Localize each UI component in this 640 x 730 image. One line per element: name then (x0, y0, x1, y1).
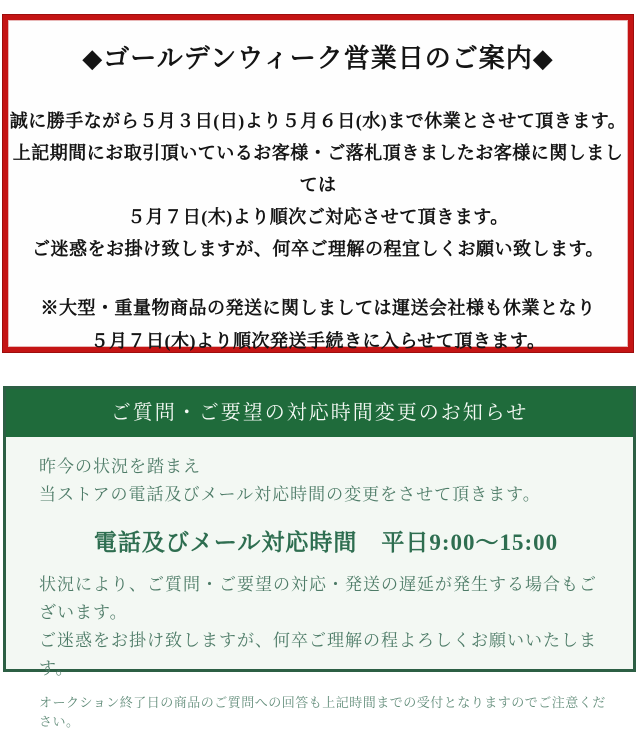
golden-week-body (8, 105, 628, 265)
notice-line: 状況により、ご質問・ご要望の対応・発送の遅延が発生する場合もございます。 (39, 575, 597, 622)
notice-line: ５月７日(木)より順次発送手続きに入らせて頂きます。 (90, 331, 546, 351)
response-hours-body (6, 437, 633, 730)
notice-line: ご迷惑をお掛け致しますが、何卒ご理解の程宜しくお願い致します。 (31, 239, 605, 259)
golden-week-title: ◆ゴールデンウィーク営業日のご案内◆ (82, 44, 554, 73)
notice-line: ※大型・重量物商品の発送に関しましては運送会社様も休業となり (40, 298, 596, 318)
response-hours-header: ご質問・ご要望の対応時間変更のお知らせ (6, 389, 633, 437)
golden-week-notice-box (3, 15, 633, 352)
business-hours-line: 電話及びメール対応時間 平日9:00～15:00 (93, 530, 559, 555)
shipping-note (8, 292, 628, 358)
auction-footnote: オークション終了日の商品のご質問への回答も上記時間までの受付となりますのでご注意ください。 (39, 695, 606, 729)
intro-line: 昨今の状況を踏まえ (39, 457, 201, 476)
response-hours-notice-box (3, 386, 636, 729)
notice-line: ５月７日(木)より順次ご対応させて頂きます。 (127, 207, 509, 227)
notice-line: 誠に勝手ながら５月３日(日)より５月６日(水)まで休業とさせて頂きます。 (9, 111, 627, 131)
intro-line: 当ストアの電話及びメール対応時間の変更をさせて頂きます。 (39, 485, 541, 504)
notice-line: 上記期間にお取引頂いているお客様・ご落札頂きましたお客様に関しましては (12, 143, 624, 195)
notice-line: ご迷惑をお掛け致しますが、何卒ご理解の程よろしくお願いいたします。 (39, 631, 597, 678)
